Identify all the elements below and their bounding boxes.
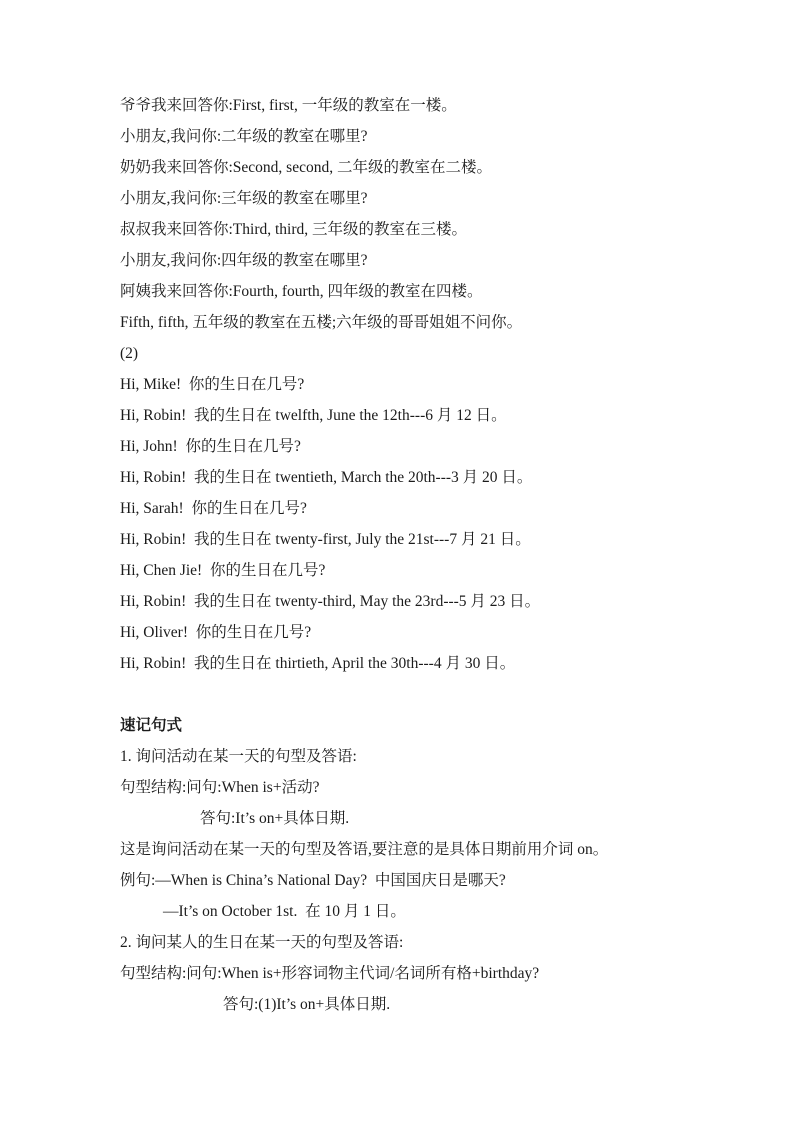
text-line: Hi, Mike! 你的生日在几号? (120, 376, 305, 393)
blank-line (120, 679, 713, 710)
text-line: 答句:It’s on+具体日期. (200, 810, 350, 827)
section-heading: 速记句式 (120, 717, 183, 734)
text-line: 这是询问活动在某一天的句型及答语,要注意的是具体日期前用介词 on。 (120, 841, 609, 858)
text-line: 阿姨我来回答你:Fourth, fourth, 四年级的教室在四楼。 (120, 283, 483, 300)
text-line: Hi, John! 你的生日在几号? (120, 438, 301, 455)
text-line: Hi, Robin! 我的生日在 twenty-third, May the 23rd---5 月 23 日。 (120, 593, 541, 610)
text-line: Hi, Sarah! 你的生日在几号? (120, 500, 307, 517)
text-line: 例句:—When is China’s National Day? 中国国庆日是哪天? (120, 872, 506, 889)
text-line: Hi, Robin! 我的生日在 twenty-first, July the 21st---7 月 21 日。 (120, 531, 531, 548)
text-line: 1. 询问活动在某一天的句型及答语: (120, 748, 357, 765)
text-line: Hi, Robin! 我的生日在 twentieth, March the 20th---3 月 20 日。 (120, 469, 533, 486)
text-line: 小朋友,我问你:二年级的教室在哪里? (120, 128, 368, 145)
text-line: Hi, Chen Jie! 你的生日在几号? (120, 562, 326, 579)
text-line: Hi, Oliver! 你的生日在几号? (120, 624, 312, 641)
text-line: —It’s on October 1st. 在 10 月 1 日。 (163, 903, 406, 920)
text-line: 句型结构:问句:When is+形容词物主代词/名词所有格+birthday? (120, 965, 540, 982)
text-line: 答句:(1)It’s on+具体日期. (223, 996, 391, 1013)
text-line: 小朋友,我问你:三年级的教室在哪里? (120, 190, 368, 207)
text-line: 句型结构:问句:When is+活动? (120, 779, 320, 796)
text-line: Hi, Robin! 我的生日在 thirtieth, April the 30th---4 月 30 日。 (120, 655, 516, 672)
text-line: 爷爷我来回答你:First, first, 一年级的教室在一楼。 (120, 97, 457, 114)
text-line: 奶奶我来回答你:Second, second, 二年级的教室在二楼。 (120, 159, 492, 176)
document-text-block (120, 90, 713, 1020)
text-line: 叔叔我来回答你:Third, third, 三年级的教室在三楼。 (120, 221, 468, 238)
text-line: Hi, Robin! 我的生日在 twelfth, June the 12th---6 月 12 日。 (120, 407, 507, 424)
text-line: (2) (120, 345, 139, 362)
text-line: 小朋友,我问你:四年级的教室在哪里? (120, 252, 368, 269)
text-line: 2. 询问某人的生日在某一天的句型及答语: (120, 934, 404, 951)
text-line: Fifth, fifth, 五年级的教室在五楼;六年级的哥哥姐姐不问你。 (120, 314, 523, 331)
